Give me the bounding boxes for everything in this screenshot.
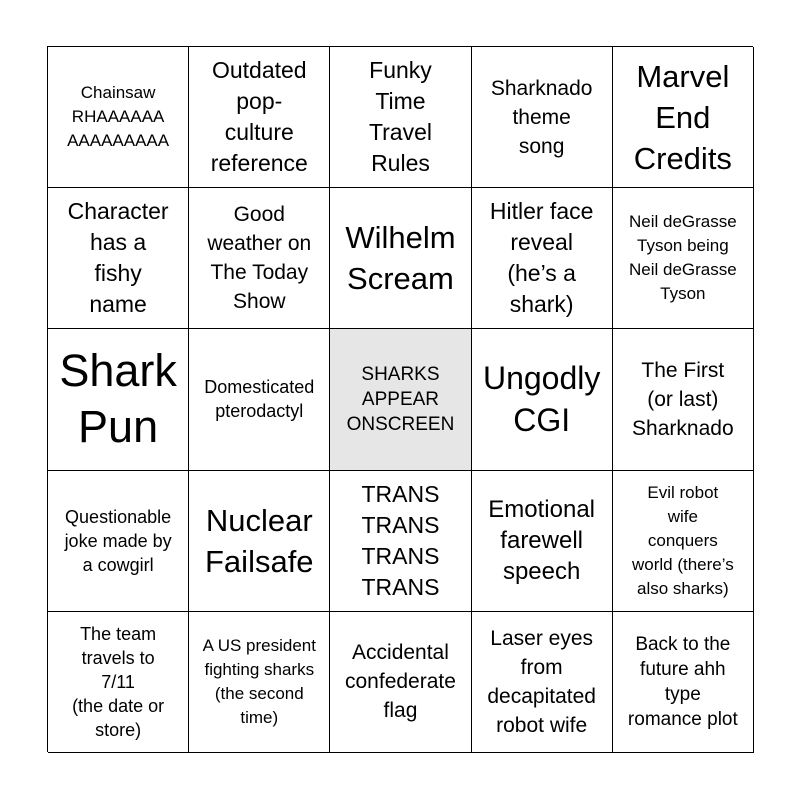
bingo-cell-3-5[interactable]	[613, 329, 754, 470]
bingo-cell-4-4[interactable]	[472, 471, 613, 612]
bingo-cell-text: Ungodly CGI	[482, 360, 601, 439]
bingo-cell-text: Questionable joke made by a cowgirl	[64, 506, 172, 575]
bingo-cell-text: Chainsaw RHAAAAAA AAAAAAAAA	[67, 83, 170, 151]
bingo-cell-3-4[interactable]	[472, 329, 613, 470]
bingo-cell-text: Sharknado theme song	[490, 76, 593, 158]
bingo-cell-text: Evil robot wife conquers world (there’s also sharks)	[631, 482, 734, 598]
bingo-cell-text: Neil deGrasse Tyson being Neil deGrasse Tyson	[628, 212, 737, 304]
bingo-cell-1-5[interactable]	[613, 47, 754, 188]
bingo-cell-3-1[interactable]	[48, 329, 189, 470]
bingo-cell-4-2[interactable]	[189, 471, 330, 612]
bingo-cell-2-1[interactable]	[48, 188, 189, 329]
bingo-cell-3-2[interactable]	[189, 329, 330, 470]
bingo-cell-text: Hitler face reveal (he’s a shark)	[489, 198, 594, 318]
bingo-cell-text: TRANS TRANS TRANS TRANS	[361, 480, 440, 600]
bingo-cell-text: Domesticated pterodactyl	[204, 377, 315, 422]
bingo-cell-text: Back to the future ahh type romance plot	[627, 633, 738, 730]
bingo-cell-text: A US president fighting sharks (the second time)	[202, 635, 316, 727]
bingo-cell-1-3[interactable]	[330, 47, 471, 188]
bingo-cell-4-3[interactable]	[330, 471, 471, 612]
bingo-cell-text: The First (or last) Sharknado	[632, 358, 734, 440]
bingo-cell-5-5[interactable]	[613, 612, 754, 753]
bingo-cell-text: Outdated pop- culture reference	[210, 57, 308, 177]
bingo-cell-1-1[interactable]	[48, 47, 189, 188]
bingo-cell-2-5[interactable]	[613, 188, 754, 329]
bingo-free-space[interactable]	[330, 329, 471, 470]
bingo-cell-text: Marvel End Credits	[633, 58, 732, 176]
bingo-cell-5-1[interactable]	[48, 612, 189, 753]
bingo-cell-text: SHARKS APPEAR ONSCREEN	[346, 363, 455, 435]
bingo-cell-text: Emotional farewell speech	[488, 496, 596, 586]
bingo-cell-4-1[interactable]	[48, 471, 189, 612]
bingo-cell-4-5[interactable]	[613, 471, 754, 612]
bingo-cell-text: Shark Pun	[59, 345, 177, 453]
bingo-cell-5-2[interactable]	[189, 612, 330, 753]
bingo-cell-text: Laser eyes from decapitated robot wife	[487, 626, 596, 737]
bingo-cell-2-3[interactable]	[330, 188, 471, 329]
bingo-board	[47, 46, 753, 752]
bingo-cell-1-2[interactable]	[189, 47, 330, 188]
bingo-cell-1-4[interactable]	[472, 47, 613, 188]
bingo-cell-text: Accidental confederate flag	[345, 641, 456, 723]
bingo-cell-5-3[interactable]	[330, 612, 471, 753]
bingo-cell-text: Wilhelm Scream	[345, 220, 456, 297]
bingo-cell-text: Good weather on The Today Show	[207, 203, 312, 314]
bingo-cell-2-2[interactable]	[189, 188, 330, 329]
bingo-cell-text: Nuclear Failsafe	[205, 502, 314, 579]
bingo-cell-text: Character has a fishy name	[67, 198, 169, 318]
bingo-cell-5-4[interactable]	[472, 612, 613, 753]
bingo-cell-2-4[interactable]	[472, 188, 613, 329]
bingo-cell-text: Funky Time Travel Rules	[368, 57, 432, 177]
bingo-cell-text: The team travels to 7/11 (the date or store)	[72, 623, 165, 740]
